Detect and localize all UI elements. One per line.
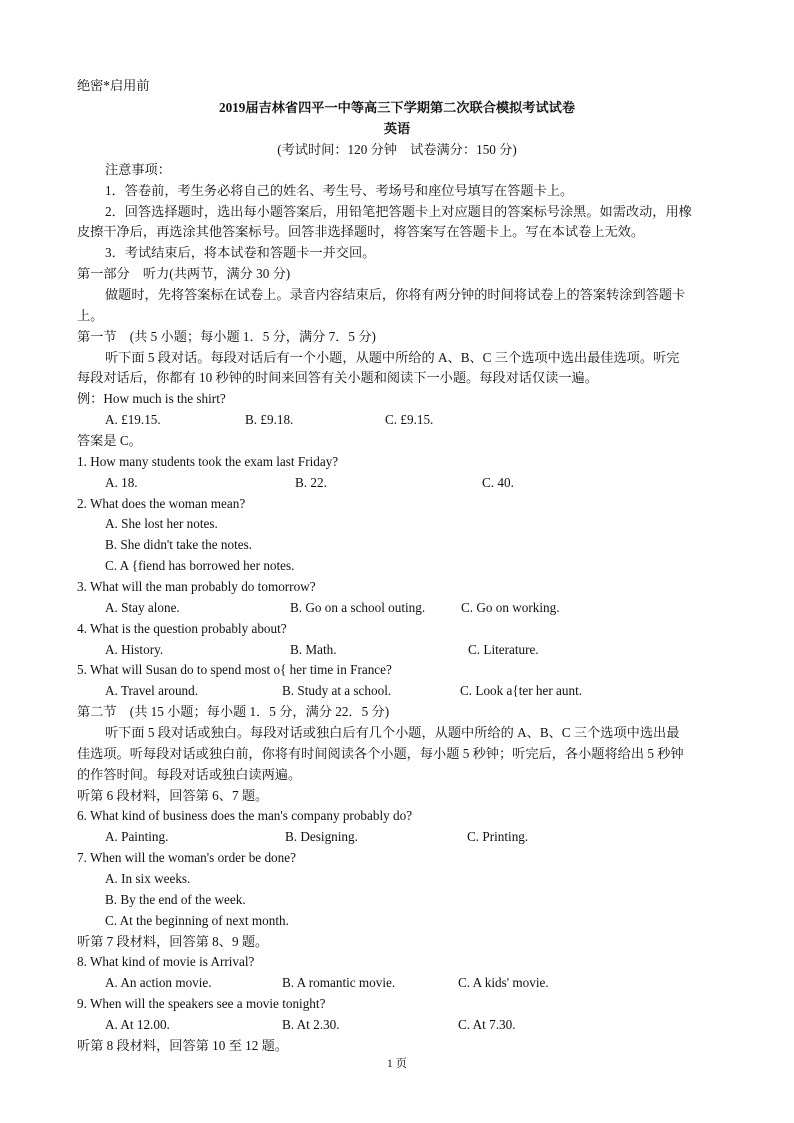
question-9: 9. When will the speakers see a movie tonight? <box>77 996 326 1011</box>
q1-option-a: A. 18. <box>105 475 138 490</box>
question-8: 8. What kind of movie is Arrival? <box>77 954 255 969</box>
note-3: 3．考试结束后，将本试卷和答题卡一并交回。 <box>105 245 376 260</box>
question-2: 2. What does the woman mean? <box>77 496 246 511</box>
q4-option-b: B. Math. <box>290 642 337 657</box>
q8-option-b: B. A romantic movie. <box>282 975 396 990</box>
example-question: 例：How much is the shirt? <box>77 391 226 406</box>
example-option-a: A. £19.15. <box>105 412 161 427</box>
q7-option-c: C. At the beginning of next month. <box>105 913 289 928</box>
part1-intro-line-1: 做题时，先将答案标在试卷上。录音内容结束后，你将有两分钟的时间将试卷上的答案转涂到答题卡 <box>105 287 686 302</box>
section1-intro-line-1: 听下面 5 段对话。每段对话后有一个小题，从题中所给的 A、B、C 三个选项中选出最佳选项。听完 <box>105 350 680 365</box>
page-number: 1 页 <box>386 1058 408 1070</box>
q4-option-a: A. History. <box>105 642 164 657</box>
section1-heading: 第一节 (共 5 小题；每小题 1．5 分，满分 7．5 分) <box>77 329 376 344</box>
q1-option-b: B. 22. <box>295 475 327 490</box>
material-6-instruction: 听第 6 段材料，回答第 6、7 题。 <box>77 788 269 803</box>
q6-option-c: C. Printing. <box>467 829 529 844</box>
q7-option-b: B. By the end of the week. <box>105 892 246 907</box>
q2-option-b: B. She didn't take the notes. <box>105 537 253 552</box>
q3-option-c: C. Go on working. <box>461 600 560 615</box>
q9-option-c: C. At 7.30. <box>458 1017 516 1032</box>
q6-option-a: A. Painting. <box>105 829 169 844</box>
q8-option-c: C. A kids' movie. <box>458 975 549 990</box>
example-answer: 答案是 C。 <box>77 433 142 448</box>
question-7: 7. When will the woman's order be done? <box>77 850 296 865</box>
section1-intro-line-2: 每段对话后，你都有 10 秒钟的时间来回答有关小题和阅读下一小题。每段对话仅读一遍。 <box>77 370 598 385</box>
exam-title: 2019届吉林省四平一中等高三下学期第二次联合模拟考试试卷 <box>218 100 576 115</box>
example-option-c: C. £9.15. <box>385 412 434 427</box>
material-8-instruction: 听第 8 段材料，回答第 10 至 12 题。 <box>77 1038 288 1053</box>
section2-intro-line-2: 佳选项。听每段对话或独白前，你将有时间阅读各个小题，每小题 5 秒钟；听完后，各小题将给出 5 秒钟 <box>77 746 684 761</box>
part1-intro-line-2: 上。 <box>77 308 104 323</box>
exam-info: (考试时间：120 分钟 试卷满分：150 分) <box>277 142 517 157</box>
question-6: 6. What kind of business does the man's company probably do? <box>77 808 413 823</box>
q7-option-a: A. In six weeks. <box>105 871 191 886</box>
q1-option-c: C. 40. <box>482 475 514 490</box>
notes-heading: 注意事项： <box>105 162 171 177</box>
question-4: 4. What is the question probably about? <box>77 621 287 636</box>
q3-option-b: B. Go on a school outing. <box>290 600 426 615</box>
q5-option-c: C. Look a{ter her aunt. <box>460 683 583 698</box>
note-1: 1．答卷前，考生务必将自己的姓名、考生号、考场号和座位号填写在答题卡上。 <box>105 183 574 198</box>
q8-option-a: A. An action movie. <box>105 975 212 990</box>
q3-option-a: A. Stay alone. <box>105 600 180 615</box>
q6-option-b: B. Designing. <box>285 829 358 844</box>
part1-heading: 第一部分 听力(共两节，满分 30 分) <box>77 266 291 281</box>
section2-intro-line-1: 听下面 5 段对话或独白。每段对话或独白后有几个小题，从题中所给的 A、B、C 三个选项中选出最 <box>105 725 680 740</box>
q5-option-a: A. Travel around. <box>105 683 199 698</box>
q2-option-a: A. She lost her notes. <box>105 516 218 531</box>
material-7-instruction: 听第 7 段材料，回答第 8、9 题。 <box>77 934 269 949</box>
q5-option-b: B. Study at a school. <box>282 683 392 698</box>
q4-option-c: C. Literature. <box>468 642 539 657</box>
q9-option-b: B. At 2.30. <box>282 1017 340 1032</box>
example-option-b: B. £9.18. <box>245 412 294 427</box>
subject-title: 英语 <box>383 121 411 136</box>
section2-heading: 第二节 (共 15 小题；每小题 1．5 分，满分 22．5 分) <box>77 704 390 719</box>
note-2-line-1: 2．回答选择题时，选出每小题答案后，用铅笔把答题卡上对应题目的答案标号涂黑。如需改动，用橡 <box>105 204 692 219</box>
q2-option-c: C. A {fiend has borrowed her notes. <box>105 558 295 573</box>
section2-intro-line-3: 的作答时间。每段对话或独白读两遍。 <box>77 767 302 782</box>
question-5: 5. What will Susan do to spend most o{ her time in France? <box>77 662 392 677</box>
confidential-label: 绝密*启用前 <box>77 78 150 93</box>
q9-option-a: A. At 12.00. <box>105 1017 170 1032</box>
note-2-line-2: 皮擦干净后，再选涂其他答案标号。回答非选择题时，将答案写在答题卡上。写在本试卷上无效。 <box>77 224 645 239</box>
question-3: 3. What will the man probably do tomorrow? <box>77 579 316 594</box>
question-1: 1. How many students took the exam last Friday? <box>77 454 339 469</box>
